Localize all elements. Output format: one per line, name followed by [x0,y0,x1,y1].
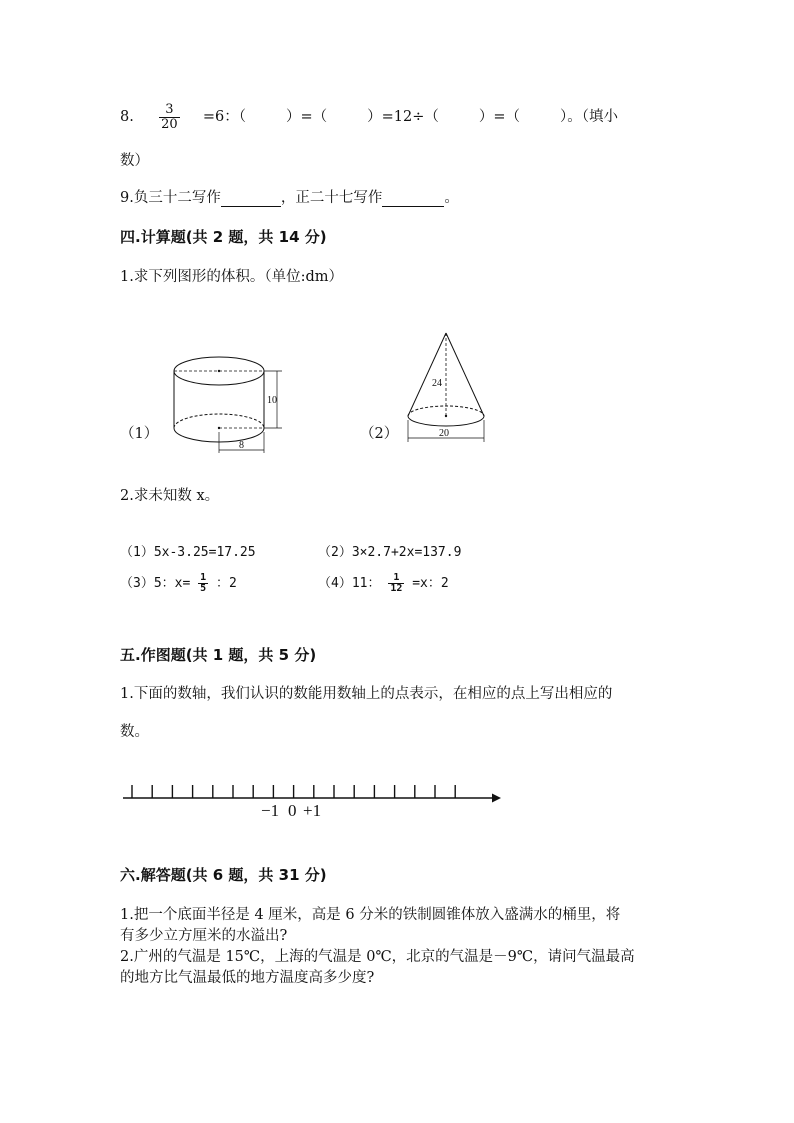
q9-line [120,186,459,207]
cone-figure [400,328,492,450]
eq3-fraction-numerator: 1 [200,571,207,583]
cylinder-radius-label: 8 [239,440,244,451]
cone-base-center [445,415,447,417]
cone-height-label: 24 [432,378,442,389]
cone-diameter-label: 20 [439,428,449,439]
q8-fraction-denominator: 20 [161,116,178,132]
q8-line [120,103,618,131]
q8-part3: ）=（ [478,109,521,126]
cylinder-height-label: 10 [267,395,277,406]
number-line-arrow [492,794,501,803]
section4-q2-text: 2.求未知数 x。 [120,488,220,504]
eq3-post: ：2 [216,576,237,591]
cylinder-bottom-center [218,427,220,429]
section4-q1-text: 1.求下列图形的体积。（单位:dm） [120,269,344,285]
q8-fraction-numerator: 3 [159,103,180,118]
cone-right-slant [446,333,484,416]
q9-mid: ，正二十七写作 [280,190,383,206]
number-line-label-pos1: +1 [303,801,322,820]
section5-q1-line1: 1.下面的数轴，我们认识的数能用数轴上的点表示，在相应的点上写出相应的 [120,686,613,702]
number-line-ticks [132,785,455,798]
section6-q2-line1: 2.广州的气温是 15℃，上海的气温是 0℃，北京的气温是－9℃，请问气温最高 [120,949,635,965]
eq4-post: =x：2 [412,576,449,591]
q9-blank-2[interactable] [382,190,444,207]
eq4 [318,572,449,595]
section6-q1-line1: 1.把一个底面半径是 4 厘米，高是 6 分米的铁制圆锥体放入盛满水的桶里，将 [120,907,621,923]
cone-base-front [408,416,484,426]
section6-q1-line2: 有多少立方厘米的水溢出? [120,928,288,944]
eq2: （2）3×2.7+2x=137.9 [318,545,462,560]
eq4-pre: （4）11： [318,576,381,591]
q9-blank-1[interactable] [221,190,281,207]
number-line [118,778,508,822]
q8-number: 8. [120,109,134,126]
section6-q2-line2: 的地方比气温最低的地方温度高多少度? [120,970,375,986]
eq3-pre: （3）5：x= [120,576,191,591]
section4-title: 四.计算题(共 2 题，共 14 分) [120,228,327,246]
cylinder-top-center [218,370,220,372]
fig1-label: （1） [120,426,159,442]
cylinder-figure [160,350,290,458]
q8-part2: ）=12÷（ [367,109,439,126]
eq4-fraction-denominator: 12 [390,583,403,594]
q8-part4: ）。（填小 [560,109,619,126]
section5-q1-line2: 数。 [120,724,149,740]
section6-title: 六.解答题(共 6 题，共 31 分) [120,866,327,884]
eq3-fraction-denominator: 5 [200,583,207,594]
q8-part1: ）=（ [285,109,328,126]
section5-title: 五.作图题(共 1 题，共 5 分) [120,646,317,664]
number-line-label-neg1: −1 [261,801,280,820]
eq4-fraction [388,573,404,595]
eq3 [120,572,237,595]
eq1: （1）5x-3.25=17.25 [120,545,256,560]
q8-eq: =6：（ [202,109,246,126]
cylinder-bottom-back [174,414,264,428]
eq3-fraction [198,573,208,595]
q9-end: 。 [444,190,459,206]
eq4-fraction-numerator: 1 [388,573,404,585]
q8-fraction [159,103,180,131]
cone-left-slant [408,333,446,416]
fig2-label: （2） [360,426,399,442]
q9-prefix: 9.负三十二写作 [120,190,221,206]
q8-tail: 数） [120,153,149,169]
number-line-label-0: 0 [288,801,297,820]
